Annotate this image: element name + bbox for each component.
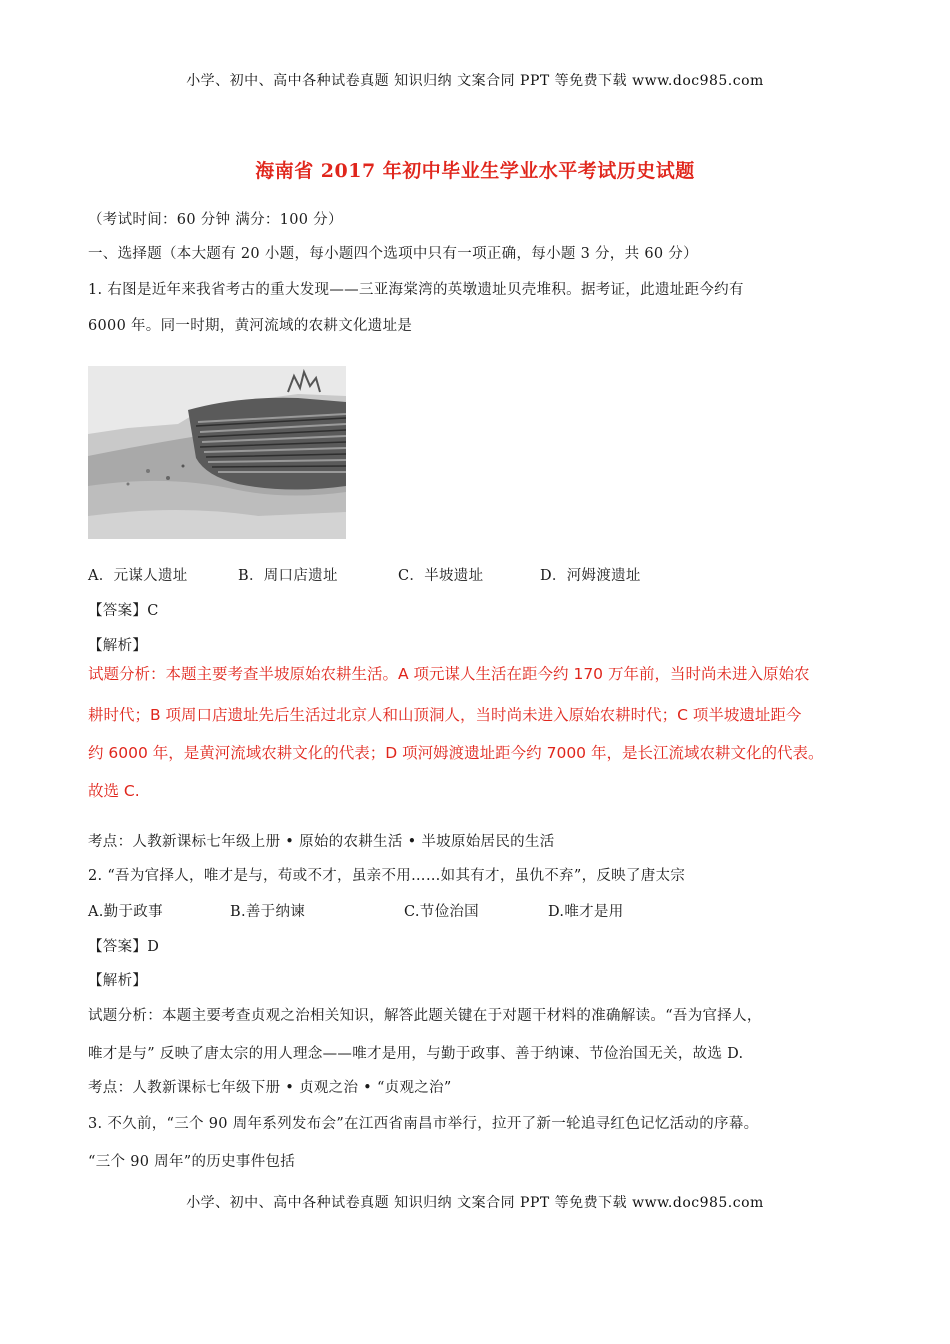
shell-mound-photo [88, 366, 346, 539]
q1-option-a: A．元谋人遗址 [88, 568, 188, 584]
q3-stem-line1: 3. 不久前，“三个 90 周年系列发布会”在江西省南昌市举行，拉开了新一轮追寻红色记忆活动的序幕。 [88, 1116, 759, 1132]
q1-options [88, 566, 868, 586]
q2-analysis-label: 【解析】 [88, 973, 148, 989]
q2-kaodian: 考点：人教新课标七年级下册 • 贞观之治 • “贞观之治” [88, 1080, 452, 1096]
q2-options [88, 902, 868, 922]
q3-stem-line2: “三个 90 周年”的历史事件包括 [88, 1154, 296, 1170]
q2-answer: 【答案】D [88, 939, 160, 955]
q1-stem-line2: 6000 年。同一时期，黄河流域的农耕文化遗址是 [88, 318, 413, 334]
q2-option-c: C.节俭治国 [404, 904, 479, 920]
page-footer: 小学、初中、高中各种试卷真题 知识归纳 文案合同 PPT 等免费下载 www.doc985.com [186, 1195, 764, 1211]
q1-analysis-line2: 耕时代；B 项周口店遗址先后生活过北京人和山顶洞人，当时尚未进入原始农耕时代；C 项半坡遗址距今 [88, 706, 802, 724]
q1-analysis-line4: 故选 C. [88, 782, 140, 800]
q2-option-a: A.勤于政事 [88, 904, 163, 920]
q1-option-c: C．半坡遗址 [398, 568, 484, 584]
q1-answer: 【答案】C [88, 603, 159, 619]
q1-analysis-line1: 试题分析：本题主要考查半坡原始农耕生活。A 项元谋人生活在距今约 170 万年前，当时尚未进入原始农 [88, 665, 810, 683]
q2-option-d: D.唯才是用 [548, 904, 624, 920]
q1-option-d: D．河姆渡遗址 [540, 568, 641, 584]
section-heading: 一、选择题（本大题有 20 小题，每小题四个选项中只有一项正确，每小题 3 分，共 60 分） [88, 246, 698, 262]
exam-info: （考试时间：60 分钟 满分：100 分） [88, 212, 343, 228]
q1-analysis-label: 【解析】 [88, 638, 148, 654]
exam-title: 海南省 2017 年初中毕业生学业水平考试历史试题 [255, 160, 695, 182]
q2-analysis-line2: 唯才是与” 反映了唐太宗的用人理念——唯才是用，与勤于政事、善于纳谏、节俭治国无关，故选 D. [88, 1046, 744, 1062]
q2-option-b: B.善于纳谏 [230, 904, 306, 920]
q1-kaodian: 考点：人教新课标七年级上册 • 原始的农耕生活 • 半坡原始居民的生活 [88, 834, 555, 850]
q2-stem: 2. “吾为官择人，唯才是与，苟或不才，虽亲不用……如其有才，虽仇不弃”，反映了唐太宗 [88, 868, 686, 884]
q1-option-b: B．周口店遗址 [238, 568, 338, 584]
q2-analysis-line1: 试题分析：本题主要考查贞观之治相关知识，解答此题关键在于对题干材料的准确解读。“吾为官择人， [88, 1008, 762, 1024]
q1-stem-line1: 1. 右图是近年来我省考古的重大发现——三亚海棠湾的英墩遗址贝壳堆积。据考证，此遗址距今约有 [88, 282, 744, 298]
page-header: 小学、初中、高中各种试卷真题 知识归纳 文案合同 PPT 等免费下载 www.doc985.com [186, 73, 764, 89]
q1-analysis-line3: 约 6000 年，是黄河流域农耕文化的代表；D 项河姆渡遗址距今约 7000 年，是长江流域农耕文化的代表。 [88, 744, 824, 762]
